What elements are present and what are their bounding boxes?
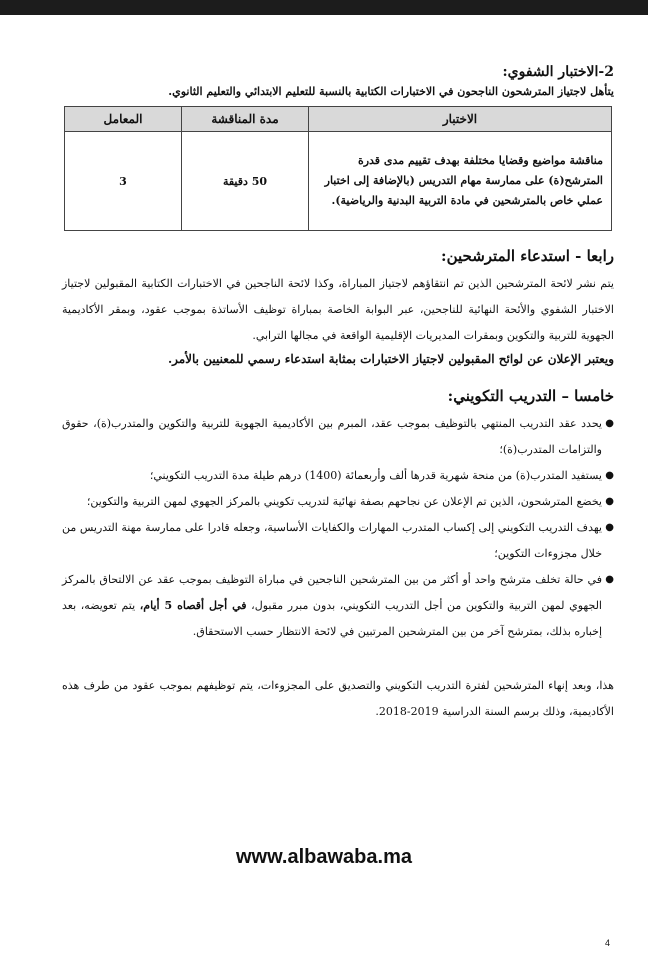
list-item xyxy=(62,411,614,463)
bullet-icon: ● xyxy=(605,418,614,429)
list-item xyxy=(62,567,614,645)
bullet-icon: ● xyxy=(605,496,614,507)
table-row xyxy=(65,132,612,231)
oral-exam-heading: 2-الاختبار الشفوي: xyxy=(502,64,614,80)
training-list xyxy=(62,411,614,645)
list-item xyxy=(62,515,614,567)
header-coefficient: المعامل xyxy=(65,107,182,132)
cell-duration: 50 دقيقة xyxy=(182,132,309,231)
list-item-text-after: يتم تعويضه، بعد إخباره بذلك، بمترشح آخر من بين المترشحين المرتبين في لائحة الانتظار حسب الاستحقاق. xyxy=(62,599,602,638)
summons-heading: رابعا - استدعاء المترشحين: xyxy=(441,247,614,265)
cell-test-description: مناقشة مواضيع وقضايا مختلفة بهدف تقييم مدى قدرة المترشح(ة) على ممارسة مهام التدريس (بالإضافة إلى اختبار عملي خاص بالمترشحين في مادة التربية البدنية والرياضية). xyxy=(309,132,612,231)
top-border-bar xyxy=(0,0,648,15)
list-item-text: يحدد عقد التدريب المنتهي بالتوظيف بموجب عقد، المبرم بين الأكاديمية الجهوية للتربية والتكوين والمتدرب(ة)، حقوق والتزامات المتدرب(ة)؛ xyxy=(62,417,602,456)
list-item xyxy=(62,489,614,515)
oral-exam-eligibility-note: يتأهل لاجتياز المترشحون الناجحون في الاختبارات الكتابية بالنسبة للتعليم الابتدائي والتعليم الثانوي. xyxy=(168,85,614,98)
table-header-row xyxy=(65,107,612,132)
closing-paragraph: هذا، وبعد إنهاء المترشحين لفترة التدريب التكويني والتصديق على المجزوءات، يتم توظيفهم بموجب عقود من طرف هذه الأكاديمية، وذلك برسم السنة الدراسية 2019-2018. xyxy=(62,679,614,718)
summons-body: يتم نشر لائحة المترشحين الذين تم انتقاؤهم لاجتياز المباراة، وكذا لائحة الناجحين في الاختبارات الكتابية المقبولين لاجتياز الاختبار الشفوي والأئحة النهائية للناجحين، عبر البوابة الخاصة بمباراة توظيف الأساتذة بموجب عقود، وبمقر الأكاديمية الجهوية للتربية والتكوين وبمقرات المديريات الإقليمية الواقعة في مجالها الترابي. xyxy=(62,277,614,342)
bullet-icon: ● xyxy=(605,574,614,585)
page-number: 4 xyxy=(605,938,611,948)
list-item-deadline-bold: في أجل أقصاه 5 أيام، xyxy=(139,599,247,612)
oral-exam-table xyxy=(64,106,612,231)
header-duration: مدة المناقشة xyxy=(182,107,309,132)
document-page xyxy=(62,62,614,725)
list-item-text: يهدف التدريب التكويني إلى إكساب المتدرب المهارات والكفايات الأساسية، وجعله قادرا على ممارسة مهنة التدريس من خلال مجزوءات التكوين؛ xyxy=(62,521,602,560)
summons-notice: ويعتبر الإعلان عن لوائح المقبولين لاجتياز الاختبارات بمثابة استدعاء رسمي للمعنيين بالأمر. xyxy=(167,352,614,366)
list-item xyxy=(62,463,614,489)
bullet-icon: ● xyxy=(605,522,614,533)
training-heading: خامسا – التدريب التكويني: xyxy=(447,387,614,405)
bullet-icon: ● xyxy=(605,470,614,481)
list-item-text: يخضع المترشحون، الذين تم الإعلان عن نجاحهم بصفة نهائية لتدريب تكويني بالمركز الجهوي لمهن التربية والتكوين؛ xyxy=(86,495,602,508)
header-test: الاختبار xyxy=(309,107,612,132)
list-item-text-before: في حالة تخلف مترشح واحد أو أكثر من بين المترشحين الناجحين في مباراة التوظيف بموجب عقد عن الالتحاق بالمركز الجهوي لمهن التربية والتكوين من أجل التدريب التكويني، بدون مبرر مقبول، xyxy=(62,573,602,612)
cell-coefficient: 3 xyxy=(65,132,182,231)
website-watermark: www.albawaba.ma xyxy=(236,846,412,868)
list-item-text: يستفيد المتدرب(ة) من منحة شهرية قدرها ألف وأربعمائة (1400) درهم طيلة مدة التدريب التكويني؛ xyxy=(149,469,602,482)
